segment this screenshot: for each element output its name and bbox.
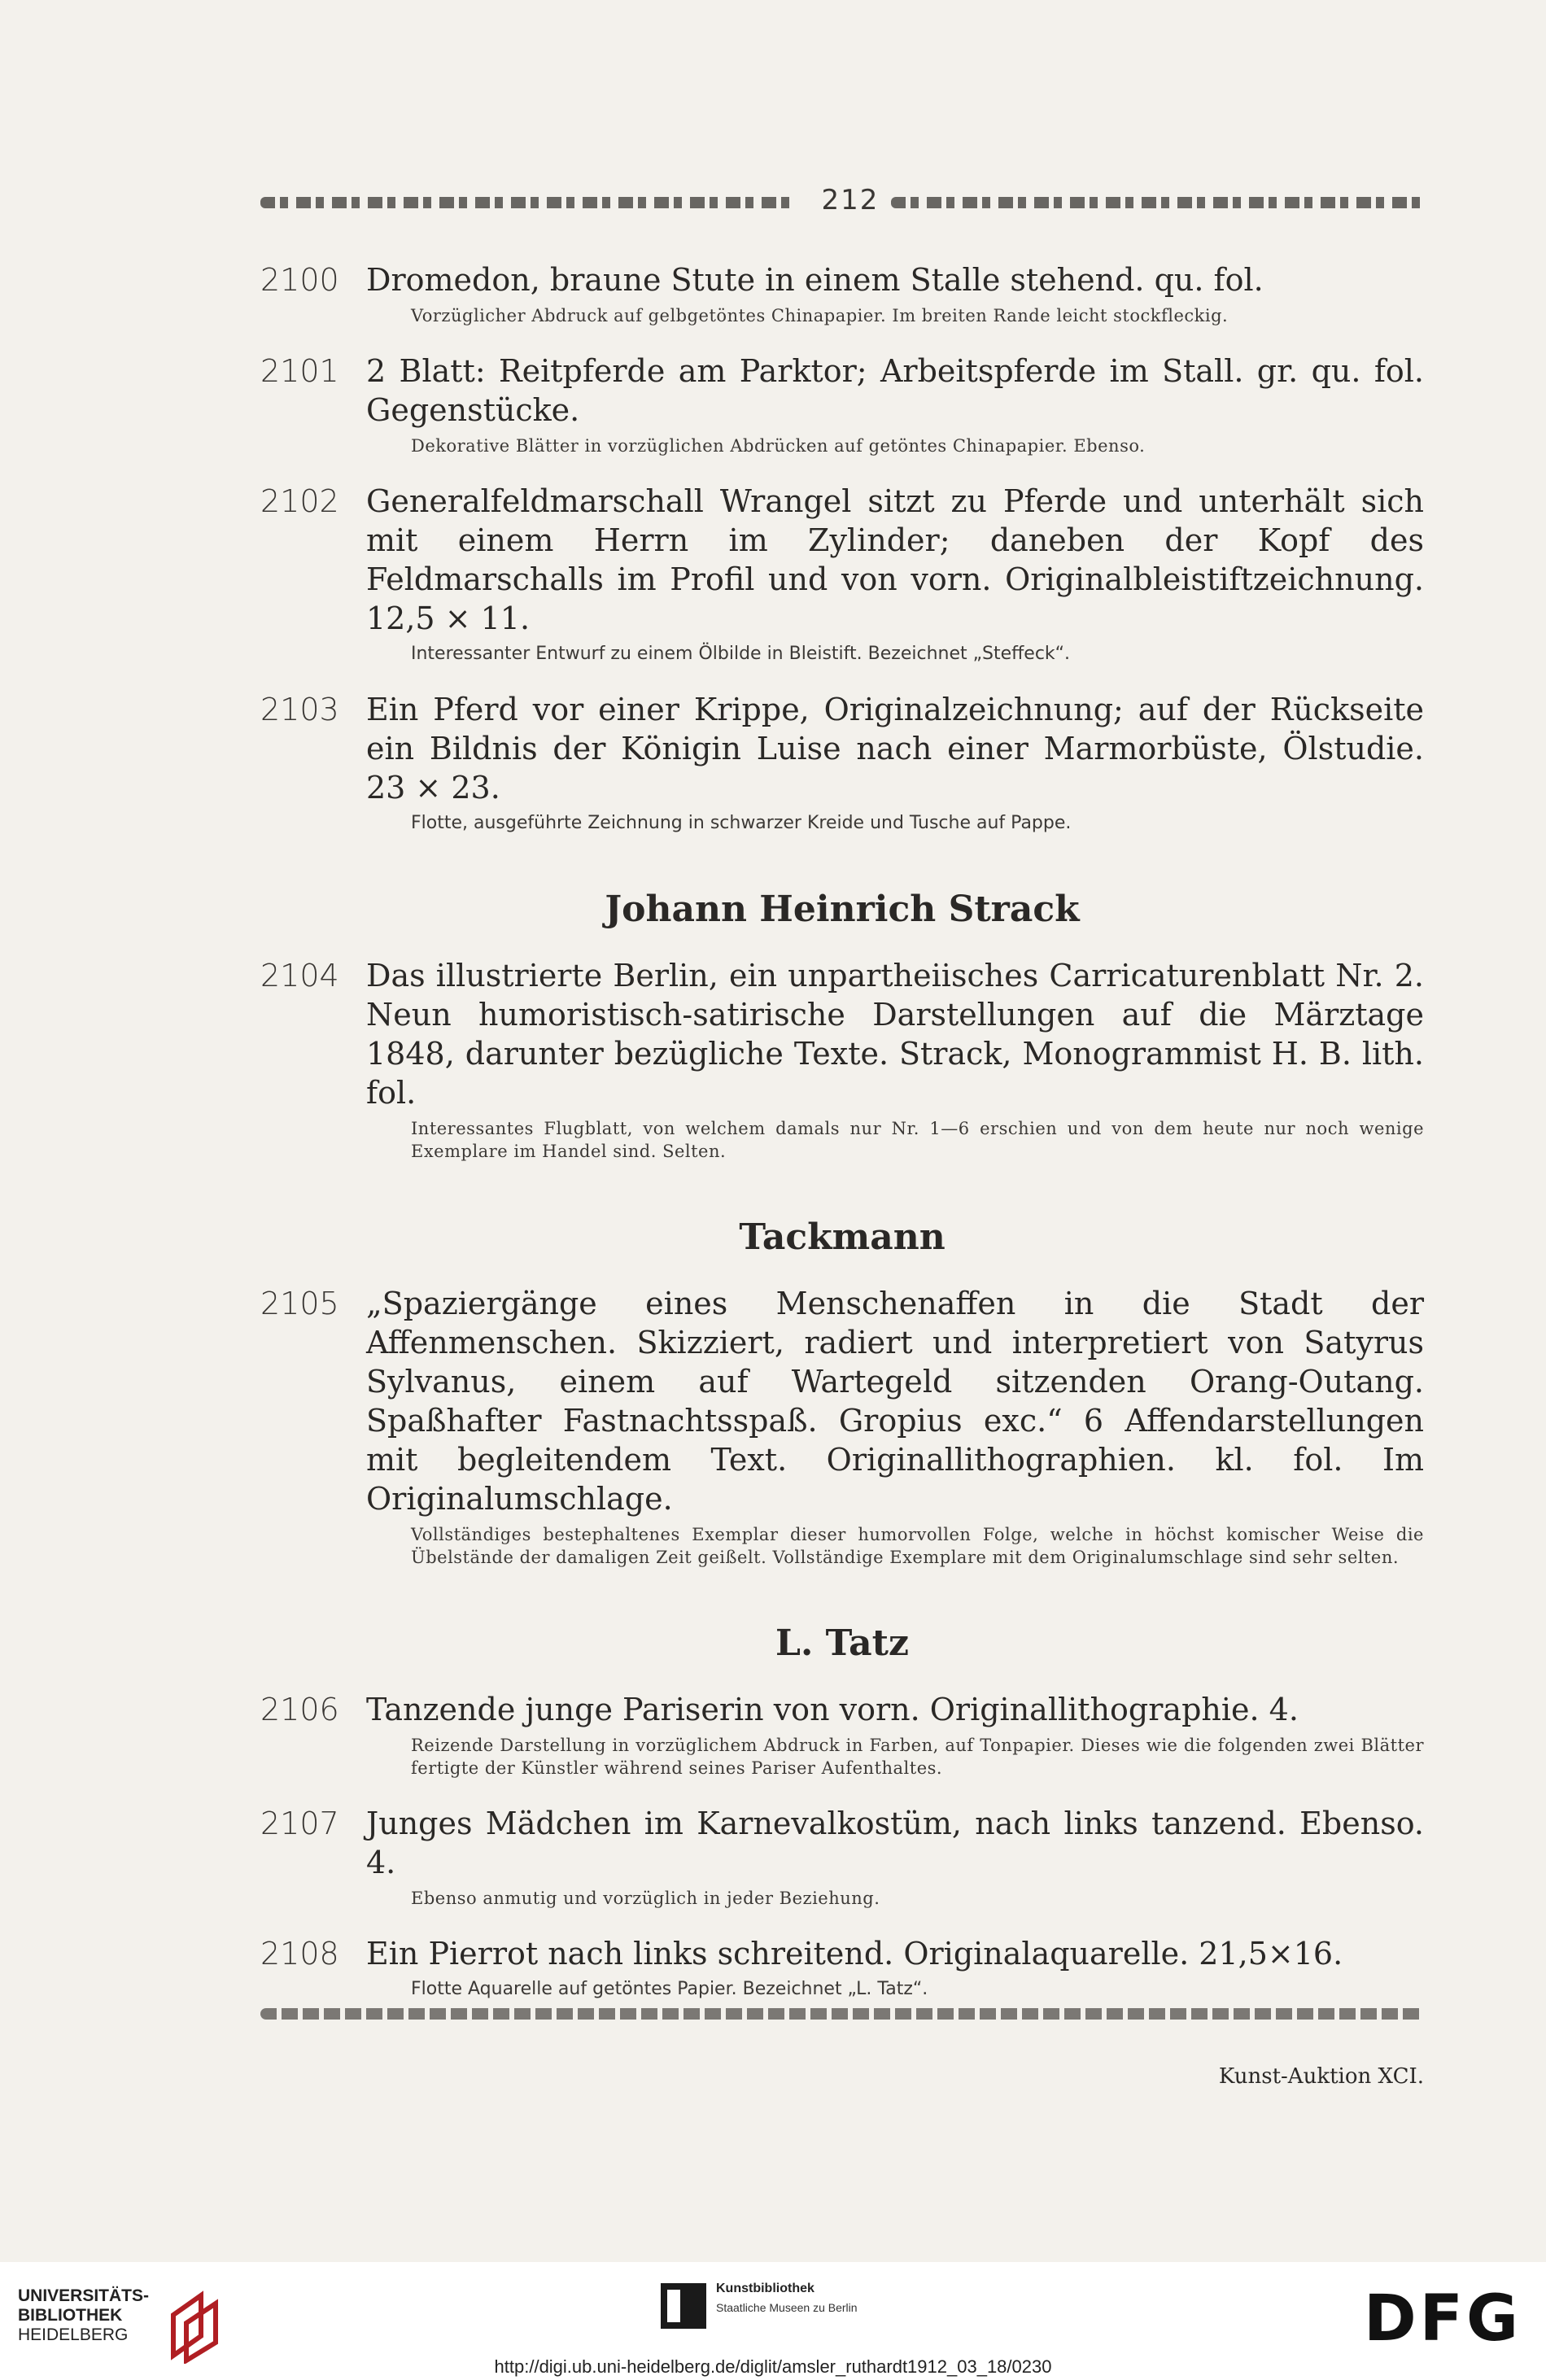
lot-number: 2101: [260, 353, 339, 389]
catalog-entry: [260, 1284, 1424, 1569]
catalog-entry: [260, 1690, 1424, 1780]
catalog-entry: [260, 352, 1424, 457]
entry-note: Dekorative Blätter in vorzüglichen Abdrücken auf getöntes Chinapapier. Ebenso.: [411, 436, 1146, 456]
entry-description: Das illustrierte Berlin, ein unpartheiisches Carricaturenblatt Nr. 2. Neun humoristisch-satirische Darstellungen auf die Märztage 1848, darunter bezügliche Texte. Strack, Monogrammist H. B. lith. fol.: [366, 958, 1424, 1111]
catalog-signature: Kunst-Auktion XCI.: [1218, 2064, 1424, 2089]
footer-bar: [0, 2262, 1546, 2380]
lot-number: 2107: [260, 1806, 339, 1841]
entry-note: Flotte, ausgeführte Zeichnung in schwarzer Kreide und Tusche auf Pappe.: [411, 813, 1072, 833]
lot-number: 2108: [260, 1936, 339, 1972]
entry-description: Tanzende junge Pariserin von vorn. Originallithographie. 4.: [366, 1692, 1299, 1727]
dfg-logo[interactable]: DFG: [1363, 2282, 1522, 2356]
page-number: 212: [821, 184, 880, 216]
catalog-content: [260, 260, 1424, 2025]
lot-number: 2104: [260, 958, 339, 993]
permalink-url[interactable]: http://digi.ub.uni-heidelberg.de/diglit/amsler_ruthardt1912_03_18/0230: [494, 2356, 1052, 2377]
lot-number: 2102: [260, 483, 339, 519]
catalog-entry: [260, 1804, 1424, 1910]
entry-note: Interessantes Flugblatt, von welchem damals nur Nr. 1—6 erschien und von dem heute nur noch wenige Exemplare im Handel sind. Selten.: [411, 1119, 1424, 1161]
header-ornament-left: [260, 197, 797, 208]
kunstbibliothek-icon: [661, 2283, 706, 2329]
ub-line: HEIDELBERG: [18, 2325, 129, 2344]
entry-description: Generalfeldmarschall Wrangel sitzt zu Pferde und unterhält sich mit einem Herrn im Zylinder; daneben der Kopf des Feldmarschalls im Profil und von vorn. Originalbleistiftzeichnung. 12,5 × 11.: [366, 483, 1424, 636]
entry-description: Dromedon, braune Stute in einem Stalle stehend. qu. fol.: [366, 262, 1264, 298]
lot-number: 2100: [260, 262, 339, 298]
catalog-entry: [260, 690, 1424, 835]
entry-note: Vollständiges bestерhaltenes Exemplar dieser humorvollen Folge, welche in höchst komischer Weise die Übelstände der damaligen Zeit geißelt. Vollständige Exemplare mit dem Originalumschlage sind sehr selten.: [411, 1525, 1424, 1567]
catalog-entry: [260, 956, 1424, 1163]
lot-number: 2105: [260, 1286, 339, 1321]
entry-description: Ein Pierrot nach links schreitend. Originalaquarelle. 21,5×16.: [366, 1936, 1343, 1972]
catalog-entry: [260, 1934, 1424, 2001]
university-library-logo[interactable]: [18, 2286, 221, 2345]
entry-note: Reizende Darstellung in vorzüglichem Abdruck in Farben, auf Tonpapier. Dieses wie die folgenden zwei Blätter fertigte der Künstler während seines Pariser Aufenthaltes.: [411, 1736, 1424, 1778]
ub-line: BIBLIOTHEK: [18, 2306, 123, 2325]
ub-emblem-icon: [168, 2290, 225, 2364]
entry-description: „Spaziergänge eines Menschenaffen in die Stadt der Affenmenschen. Skizziert, radiert und interpretiert von Satyrus Sylvanus, einem auf Wartegeld sitzenden Orang-Outang. Spaßhafter Fastnachtsspaß. Gropius exc.“ 6 Affendarstellungen mit begleitendem Text. Originallithographien. kl. fol. Im Originalumschlage.: [366, 1286, 1424, 1517]
header-ornament-right: [891, 197, 1424, 208]
kb-title: Kunstbibliothek: [716, 2282, 814, 2295]
artist-heading: Johann Heinrich Strack: [605, 889, 1080, 930]
lot-number: 2106: [260, 1692, 339, 1727]
running-header: [260, 184, 1424, 216]
artist-heading: Tackmann: [739, 1216, 946, 1258]
entry-note: Flotte Aquarelle auf getöntes Papier. Bezeichnet „L. Tatz“.: [411, 1979, 928, 1999]
kb-subtitle: Staatliche Museen zu Berlin: [716, 2301, 858, 2314]
artist-heading: L. Tatz: [775, 1622, 909, 1664]
lot-number: 2103: [260, 692, 339, 727]
entry-description: Ein Pferd vor einer Krippe, Originalzeichnung; auf der Rückseite ein Bildnis der Königin Luise nach einer Marmorbüste, Ölstudie. 23 × 23.: [366, 692, 1424, 806]
entry-description: Junges Mädchen im Karnevalkostüm, nach links tanzend. Ebenso. 4.: [366, 1806, 1424, 1880]
entry-note: Vorzüglicher Abdruck auf gelbgetöntes Chinapapier. Im breiten Rande leicht stockfleckig.: [411, 306, 1229, 325]
ub-line: UNIVERSITÄTS-: [18, 2286, 150, 2305]
bottom-ornament: [260, 2008, 1424, 2020]
entry-note: Interessanter Entwurf zu einem Ölbilde in Bleistift. Bezeichnet „Steffeck“.: [411, 644, 1071, 664]
catalog-entry: [260, 482, 1424, 666]
entry-note: Ebenso anmutig und vorzüglich in jeder Beziehung.: [411, 1889, 880, 1908]
catalog-entry: [260, 260, 1424, 327]
entry-description: 2 Blatt: Reitpferde am Parktor; Arbeitspferde im Stall. gr. qu. fol. Gegenstücke.: [366, 353, 1424, 428]
